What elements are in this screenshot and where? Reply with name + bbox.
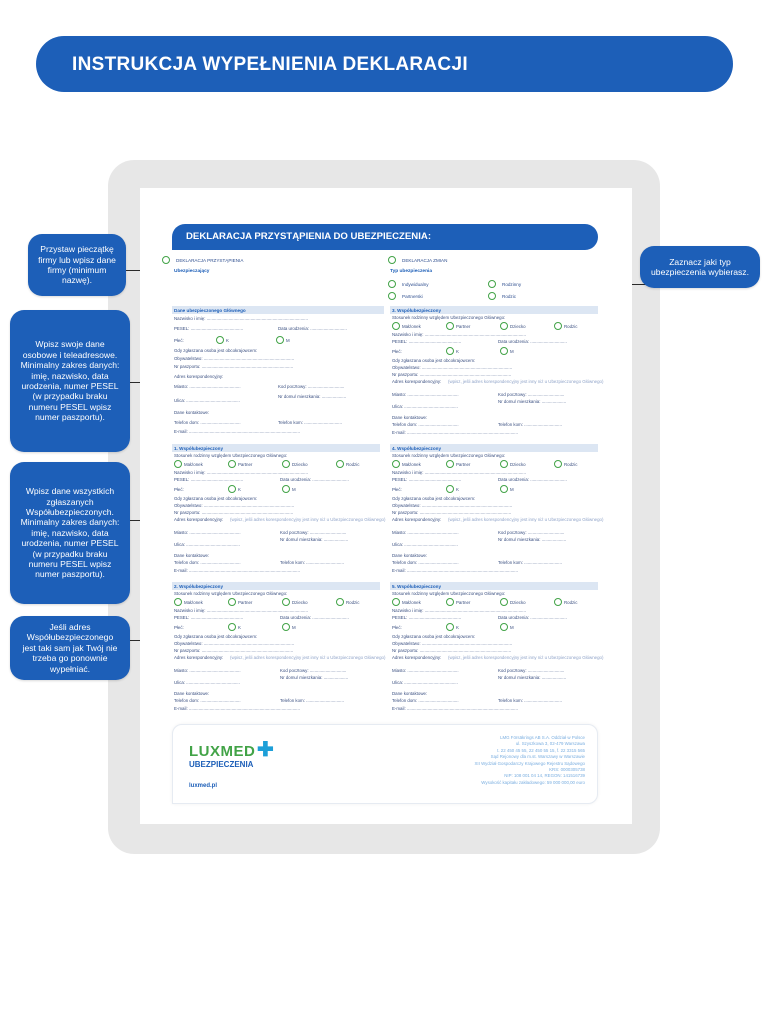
zip-field[interactable]: Kod pocztowy: .............................. (498, 668, 565, 673)
callout-insurance-type (640, 246, 760, 288)
main-insured-section (172, 306, 384, 438)
birth-date-field[interactable]: Data urodzenia: .............................. (280, 477, 349, 482)
relation-option-label: Dziecko (510, 600, 526, 605)
callout-co-insured (10, 462, 130, 604)
sex-k-label: K (456, 349, 459, 354)
address-label: Adres korespondencyjny: (174, 374, 224, 379)
company-line: ul. Szyszkowa 3, 02-479 Warszawa (515, 741, 585, 747)
pesel-field[interactable]: PESEL: ........................................... (392, 477, 462, 482)
birth-date-field[interactable]: Data urodzenia: .............................. (498, 615, 567, 620)
sex-k-label: K (226, 338, 229, 343)
logo-subtitle: UBEZPIECZENIA (189, 760, 254, 769)
pesel-field[interactable]: PESEL: ........................................... (392, 339, 462, 344)
radio-sex-k[interactable] (216, 336, 224, 344)
relation-option-label: Partner (456, 324, 471, 329)
callout-address (10, 616, 130, 680)
name-field[interactable]: Nazwisko i imię: ................................................................................... (174, 470, 308, 475)
passport-field[interactable]: Nr paszportu: ........................................................................... (392, 648, 512, 653)
relation-option-label: Partner (238, 600, 253, 605)
house-field[interactable]: Nr domu/ mieszkania: .................... (280, 675, 349, 680)
phone-home-field[interactable]: Telefon dom: ................................. (392, 698, 459, 703)
sex-k-label: K (238, 487, 241, 492)
contact-label: Dane kontaktowe: (174, 691, 210, 696)
callout-text: Wpisz swoje dane osobowe i teleadresowe. Minimalny zakres danych: imię, nazwisko, data urodzenia, numer PESEL (w przypadku braku numeru PESEL wpisz numer paszportu). (20, 339, 120, 423)
house-field[interactable]: Nr domu/ mieszkania: .................... (498, 399, 567, 404)
insurance-type-label: Typ ubezpieczenia (390, 269, 433, 274)
birth-date-field[interactable]: Data urodzenia: .............................. (280, 615, 349, 620)
radio-declaration-change[interactable] (388, 256, 396, 264)
company-info (375, 735, 585, 786)
pesel-field[interactable]: PESEL: ........................................... (174, 326, 244, 331)
radio-relation[interactable] (336, 598, 344, 606)
radio-relation[interactable] (446, 598, 454, 606)
email-field[interactable]: E-mail: ........................................................................................... (174, 568, 300, 573)
address-label: Adres korespondencyjny: (392, 379, 442, 384)
sex-k-label: K (456, 625, 459, 630)
zip-field[interactable]: Kod pocztowy: .............................. (280, 668, 347, 673)
radio-sex-k[interactable] (446, 623, 454, 631)
sex-k-label: K (456, 487, 459, 492)
radio-relation[interactable] (500, 322, 508, 330)
radio-type-family[interactable] (488, 280, 496, 288)
relation-option-label: Dziecko (292, 462, 308, 467)
address-note: (wpisz, jeśli adres korespondencyjny jest inny niż u Ubezpieczonego Głównego) (448, 517, 604, 522)
website-link[interactable]: luxmed.pl (189, 783, 218, 789)
relation-option-label: Rodzic (564, 600, 578, 605)
citizenship-field[interactable]: Obywatelstwo: .......................................................................... (174, 503, 295, 508)
contact-label: Dane kontaktowe: (392, 553, 428, 558)
phone-mobile-field[interactable]: Telefon kom: ............................... (498, 422, 562, 427)
radio-relation[interactable] (228, 460, 236, 468)
sex-label: Płeć: (174, 625, 184, 630)
address-label: Adres korespondencyjny: (174, 517, 224, 522)
phone-mobile-field[interactable]: Telefon kom: ............................... (280, 560, 344, 565)
contact-label: Dane kontaktowe: (174, 553, 210, 558)
citizenship-field[interactable]: Obywatelstwo: .......................................................................... (392, 503, 513, 508)
section-heading: 3. Współubezpieczony (390, 306, 598, 314)
option-label: DEKLARACJA ZMIAN (402, 258, 448, 263)
city-field[interactable]: Miasto: .......................................... (392, 530, 459, 535)
sex-k-label: K (238, 625, 241, 630)
radio-relation[interactable] (392, 460, 400, 468)
relation-option-label: Rodzic (346, 600, 360, 605)
radio-relation[interactable] (336, 460, 344, 468)
radio-relation[interactable] (174, 460, 182, 468)
radio-relation[interactable] (282, 598, 290, 606)
citizenship-field[interactable]: Obywatelstwo: .......................................................................... (392, 641, 513, 646)
street-field[interactable]: Ulica: ............................................ (174, 680, 240, 685)
section-heading: 2. Współubezpieczony (172, 582, 380, 590)
sex-m-label: M (510, 625, 514, 630)
passport-field[interactable]: Nr paszportu: ........................................................................... (392, 510, 512, 515)
phone-mobile-field[interactable]: Telefon kom: ............................... (280, 698, 344, 703)
sex-label: Płeć: (174, 338, 184, 343)
birth-date-field[interactable]: Data urodzenia: .............................. (278, 326, 347, 331)
relation-option-label: Rodzic (346, 462, 360, 467)
radio-relation[interactable] (446, 322, 454, 330)
street-field[interactable]: Ulica: ............................................ (392, 542, 458, 547)
house-field[interactable]: Nr domu/ mieszkania: .................... (498, 537, 567, 542)
radio-sex-m[interactable] (276, 336, 284, 344)
foreigner-label: Gdy zgłaszana osoba jest obcokrajowcem: (174, 496, 258, 501)
insurer-label: Ubezpieczający (174, 269, 210, 274)
zip-field[interactable]: Kod pocztowy: .............................. (498, 392, 565, 397)
relation-option-label: Rodzic (564, 462, 578, 467)
radio-relation[interactable] (500, 460, 508, 468)
relation-label: Stosunek rodzinny względem Ubezpieczonego Głównego: (392, 591, 506, 596)
radio-sex-m[interactable] (282, 485, 290, 493)
section-heading: 1. Współubezpieczony (172, 444, 380, 452)
radio-relation[interactable] (174, 598, 182, 606)
radio-relation[interactable] (446, 460, 454, 468)
radio-type-partner[interactable] (388, 292, 396, 300)
street-field[interactable]: Ulica: ............................................ (392, 404, 458, 409)
section-heading: 4. Współubezpieczony (390, 444, 598, 452)
street-field[interactable]: Ulica: ............................................ (174, 542, 240, 547)
relation-label: Stosunek rodzinny względem Ubezpieczonego Głównego: (174, 591, 288, 596)
company-line: Sąd Rejonowy dla m.st. Warszawy w Warszawie (490, 754, 585, 760)
luxmed-logo: LUXMED (189, 743, 256, 760)
email-field[interactable]: E-mail: ........................................................................................... (392, 706, 518, 711)
company-line: NIP: 108 001 04 14, REGON: 141516739 (504, 773, 585, 779)
passport-field[interactable]: Nr paszportu: ........................................................................... (174, 364, 294, 369)
radio-relation[interactable] (392, 322, 400, 330)
sex-m-label: M (510, 487, 514, 492)
pesel-field[interactable]: PESEL: ........................................... (174, 477, 244, 482)
contact-label: Dane kontaktowe: (392, 691, 428, 696)
pesel-field[interactable]: PESEL: ........................................... (392, 615, 462, 620)
zip-field[interactable]: Kod pocztowy: .............................. (278, 384, 345, 389)
address-label: Adres korespondencyjny: (392, 517, 442, 522)
company-line: Wysokość kapitału zakładowego: 59 000 000,00 euro (481, 779, 585, 785)
relation-option-label: Małżonek (402, 462, 421, 467)
co-insured-section (390, 582, 604, 714)
radio-relation[interactable] (554, 598, 562, 606)
section-heading: Dane ubezpieczonego Głównego (172, 306, 384, 314)
callout-text: Jeśli adres Współubezpieczonego jest taki sam jak Twój nie trzeba go ponownie wypełniać. (22, 621, 118, 674)
contact-label: Dane kontaktowe: (174, 410, 210, 415)
email-field[interactable]: E-mail: ........................................................................................... (174, 706, 300, 711)
type-label: Partnerski (402, 294, 423, 299)
form-title: DEKLARACJA PRZYSTĄPIENIA DO UBEZPIECZENIA: (172, 224, 598, 250)
relation-option-label: Małżonek (402, 600, 421, 605)
city-field[interactable]: Miasto: .......................................... (174, 384, 241, 389)
sex-label: Płeć: (392, 349, 402, 354)
sex-m-label: M (292, 625, 296, 630)
plus-icon: ✚ (257, 739, 274, 761)
house-field[interactable]: Nr domu/ mieszkania: .................... (278, 394, 347, 399)
radio-sex-k[interactable] (228, 485, 236, 493)
citizenship-field[interactable]: Obywatelstwo: .......................................................................... (174, 641, 295, 646)
address-note: (wpisz, jeśli adres korespondencyjny jest inny niż u Ubezpieczonego Głównego) (448, 655, 604, 660)
phone-home-field[interactable]: Telefon dom: ................................. (174, 420, 241, 425)
radio-relation[interactable] (554, 322, 562, 330)
house-field[interactable]: Nr domu/ mieszkania: .................... (498, 675, 567, 680)
birth-date-field[interactable]: Data urodzenia: .............................. (498, 339, 567, 344)
company-line: KRS: 0000305738 (549, 767, 585, 773)
sex-m-label: M (286, 338, 290, 343)
citizenship-field[interactable]: Obywatelstwo: .......................................................................... (174, 356, 295, 361)
co-insured-section (172, 582, 386, 714)
city-field[interactable]: Miasto: .......................................... (392, 392, 459, 397)
relation-label: Stosunek rodzinny względem Ubezpieczonego Głównego: (392, 315, 506, 320)
sex-label: Płeć: (392, 625, 402, 630)
foreigner-label: Gdy zgłaszana osoba jest obcokrajowcem: (392, 496, 476, 501)
passport-field[interactable]: Nr paszportu: ........................................................................... (174, 648, 294, 653)
phone-home-field[interactable]: Telefon dom: ................................. (174, 698, 241, 703)
email-field[interactable]: E-mail: ........................................................................................... (392, 568, 518, 573)
callout-text: Przystaw pieczątkę firmy lub wpisz dane firmy (minimum nazwę). (38, 244, 116, 286)
form-footer (172, 724, 598, 804)
relation-option-label: Dziecko (510, 324, 526, 329)
radio-sex-k[interactable] (446, 485, 454, 493)
relation-option-label: Małżonek (402, 324, 421, 329)
co-insured-section (390, 306, 604, 438)
citizenship-field[interactable]: Obywatelstwo: .......................................................................... (392, 365, 513, 370)
page-title: INSTRUKCJA WYPEŁNIENIA DEKLARACJI (72, 54, 468, 75)
email-field[interactable]: E-mail: ........................................................................................... (174, 429, 300, 434)
passport-field[interactable]: Nr paszportu: ........................................................................... (392, 372, 512, 377)
foreigner-label: Gdy zgłaszana osoba jest obcokrajowcem: (392, 634, 476, 639)
radio-relation[interactable] (282, 460, 290, 468)
address-note: (wpisz, jeśli adres korespondencyjny jest inny niż u Ubezpieczonego Głównego) (230, 655, 386, 660)
address-note: (wpisz, jeśli adres korespondencyjny jest inny niż u Ubezpieczonego Głównego) (448, 379, 604, 384)
foreigner-label: Gdy zgłaszana osoba jest obcokrajowcem: (392, 358, 476, 363)
foreigner-label: Gdy zgłaszana osoba jest obcokrajowcem: (174, 348, 258, 353)
callout-personal-data (10, 310, 130, 452)
company-line: XII Wydział Gospodarczy Krajowego Rejestru Sądowego (474, 760, 585, 766)
radio-relation[interactable] (228, 598, 236, 606)
page-header (36, 36, 733, 92)
radio-sex-m[interactable] (282, 623, 290, 631)
relation-option-label: Dziecko (292, 600, 308, 605)
radio-sex-k[interactable] (446, 347, 454, 355)
radio-type-individual[interactable] (388, 280, 396, 288)
radio-sex-m[interactable] (500, 347, 508, 355)
city-field[interactable]: Miasto: .......................................... (174, 530, 241, 535)
street-field[interactable]: Ulica: ............................................ (174, 398, 240, 403)
house-field[interactable]: Nr domu/ mieszkania: .................... (280, 537, 349, 542)
co-insured-section (172, 444, 386, 576)
name-field[interactable]: Nazwisko i imię: ................................................................................... (174, 608, 308, 613)
phone-home-field[interactable]: Telefon dom: ................................. (392, 422, 459, 427)
type-label: Indywidualny (402, 282, 429, 287)
callout-stamp (28, 234, 126, 296)
type-label: Rodzinny (502, 282, 522, 287)
section-heading: 5. Współubezpieczony (390, 582, 598, 590)
phone-home-field[interactable]: Telefon dom: ................................. (174, 560, 241, 565)
phone-mobile-field[interactable]: Telefon kom: ............................... (498, 698, 562, 703)
name-field[interactable]: Nazwisko i imię: ................................................................................... (392, 608, 526, 613)
address-label: Adres korespondencyjny: (174, 655, 224, 660)
radio-relation[interactable] (392, 598, 400, 606)
zip-field[interactable]: Kod pocztowy: .............................. (498, 530, 565, 535)
radio-sex-k[interactable] (228, 623, 236, 631)
relation-option-label: Partner (456, 600, 471, 605)
radio-sex-m[interactable] (500, 485, 508, 493)
company-line: t. 22 450 45 55, 22 450 55 15, f. 22 3315 565 (497, 747, 585, 753)
passport-field[interactable]: Nr paszportu: ........................................................................... (174, 510, 294, 515)
name-field[interactable]: Nazwisko i imię: ................................................................................... (392, 470, 526, 475)
callout-text: Wpisz dane wszystkich zgłaszanych Współubezpieczonych. Minimalny zakres danych: imię, nazwisko, data urodzenia, numer PESEL (w przypadku braku numeru PESEL wpisz numer paszportu). (20, 486, 120, 580)
radio-sex-m[interactable] (500, 623, 508, 631)
radio-relation[interactable] (554, 460, 562, 468)
name-field[interactable]: Nazwisko i imię: ................................................................................... (174, 316, 308, 321)
phone-mobile-field[interactable]: Telefon kom: ............................... (498, 560, 562, 565)
type-label: Rodzic (502, 294, 517, 299)
street-field[interactable]: Ulica: ............................................ (392, 680, 458, 685)
sex-m-label: M (292, 487, 296, 492)
pesel-field[interactable]: PESEL: ........................................... (174, 615, 244, 620)
phone-home-field[interactable]: Telefon dom: ................................. (392, 560, 459, 565)
relation-label: Stosunek rodzinny względem Ubezpieczonego Głównego: (392, 453, 506, 458)
radio-type-parent[interactable] (488, 292, 496, 300)
radio-relation[interactable] (500, 598, 508, 606)
callout-text: Zaznacz jaki typ ubezpieczenia wybierasz. (651, 256, 749, 277)
declaration-form (140, 188, 632, 824)
relation-option-label: Rodzic (564, 324, 578, 329)
radio-declaration-join[interactable] (162, 256, 170, 264)
foreigner-label: Gdy zgłaszana osoba jest obcokrajowcem: (174, 634, 258, 639)
contact-label: Dane kontaktowe: (392, 415, 428, 420)
co-insured-section (390, 444, 604, 576)
relation-label: Stosunek rodzinny względem Ubezpieczonego Głównego: (174, 453, 288, 458)
birth-date-field[interactable]: Data urodzenia: .............................. (498, 477, 567, 482)
city-field[interactable]: Miasto: .......................................... (174, 668, 241, 673)
option-label: DEKLARACJA PRZYSTĄPIENIA (176, 258, 244, 263)
relation-option-label: Partner (238, 462, 253, 467)
address-note: (wpisz, jeśli adres korespondencyjny jest inny niż u Ubezpieczonego Głównego) (230, 517, 386, 522)
relation-option-label: Dziecko (510, 462, 526, 467)
phone-mobile-field[interactable]: Telefon kom: ............................... (278, 420, 342, 425)
relation-option-label: Partner (456, 462, 471, 467)
company-line: LMG Försäkrings AB S.A. Oddział w Polsce (500, 735, 585, 740)
relation-option-label: Małżonek (184, 600, 203, 605)
relation-option-label: Małżonek (184, 462, 203, 467)
sex-m-label: M (510, 349, 514, 354)
zip-field[interactable]: Kod pocztowy: .............................. (280, 530, 347, 535)
sex-label: Płeć: (174, 487, 184, 492)
email-field[interactable]: E-mail: ........................................................................................... (392, 430, 518, 435)
city-field[interactable]: Miasto: .......................................... (392, 668, 459, 673)
address-label: Adres korespondencyjny: (392, 655, 442, 660)
sex-label: Płeć: (392, 487, 402, 492)
name-field[interactable]: Nazwisko i imię: ................................................................................... (392, 332, 526, 337)
